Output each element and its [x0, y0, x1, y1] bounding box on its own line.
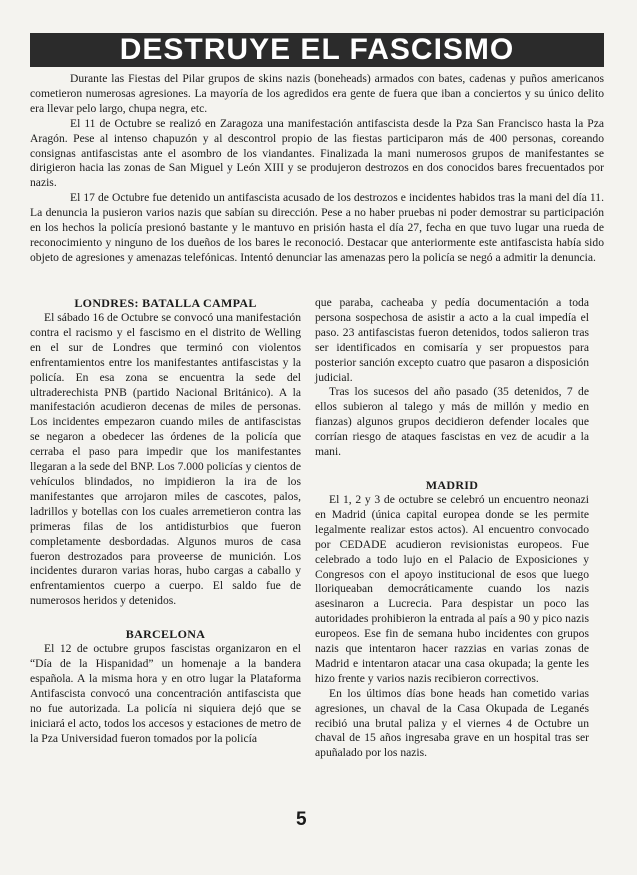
- madrid-paragraph-2: En los últimos días bone heads han cometido varias agresiones, un chaval de la Casa Okupada de Leganés recibió una brutal paliza y el viernes 4 de Octubre un chaval de 15 años ingresaba grave en un hospital tras ser apuñalado por los nazis.: [315, 686, 589, 760]
- intro-paragraph: El 17 de Octubre fue detenido un antifascista acusado de los destrozos e incidentes habidos tras la mani del día 11. La denuncia la pusieron varios nazis que sabían su dirección. Pese a no haber pruebas ni poder demostrar su participación en los hechos la policía presionó bastante y le mantuvo en prisión hasta el día 27, fecha en que tuvo lugar una rueda de reconocimiento y ninguno de los dueños de los bares le reconoció. Destacar que anteriormente este antifascista había sido objeto de agresiones y amenazas telefónicas. Intentó denunciar las amenazas pero la policía se negó a admitir la denuncia.: [30, 191, 604, 264]
- barcelona-heading: BARCELONA: [125, 627, 206, 642]
- intro-paragraph: El 11 de Octubre se realizó en Zaragoza una manifestación antifascista desde la Pza San Francisco hasta la Pza Aragón. Pese al intenso chapuzón y al descontrol propio de las fiestas participaron más de 400 personas, coreando consignas antifascistas ante el asombro de los viandantes. Finalizada la mani numerosos grupos de manifestantes se dirigieron hacia las zonas de San Miguel y León XIII y se produjeron destrozos en dos conocidos bares frecuentados por nazis.: [30, 116, 604, 190]
- page-title: DESTRUYE EL FASCISMO: [119, 33, 515, 66]
- londres-heading: LONDRES: BATALLA CAMPAL: [74, 296, 257, 310]
- londres-paragraph: El sábado 16 de Octubre se convocó una manifestación contra el racismo y el fascismo en el distrito de Welling en el sur de Londres que terminó con violentos enfrentamientos entre los manifestantes antifascistas y la policía. En esa zona se encuentra la sede del ultraderechista PNB (partido Nacional Británico). A la manifestación acudieron decenas de miles de personas. Los incidentes empezaron cuando miles de antifascistas se negaron a obedecer las órdenes de la policía que cerraba el paso para impedir que los manifestantes llegaran a la sede del BNP. Los 7.000 policías y cientos de vehículos blindados, no impidieron la ira de los manifestantes que arrojaron miles de cascotes, palos, ladrillos y botellas con los cuales arremetieron contra las primeras filas de los antidisturbios que fueron completamente desbordadas. Algunos muros de casa fueron destrozados para proveerse de munición. Los incidentes duraron varias horas, hubo cargas a caballo y enfrentamientos cuerpo a cuerpo. El saldo fue de numerosos heridos y detenidos.: [30, 311, 301, 608]
- right-column: [315, 296, 589, 761]
- title-banner: [30, 33, 604, 67]
- madrid-heading: MADRID: [425, 477, 479, 492]
- intro-section: [30, 72, 604, 266]
- left-column: [30, 296, 301, 746]
- madrid-paragraph: El 1, 2 y 3 de octubre se celebró un encuentro neonazi en Madrid (única capital europea donde se les permite legalmente realizar estos actos). Al encuentro convocado por CEDADE acudieron revisionistas europeos. Fue celebrado a todo lujo en el Palacio de Exposiciones y Congresos con el apoyo institucional de esos que luego lloriqueaban democráticamente cuando los nazis asesinaron a Lucrecia. Para despistar un poco las autoridades prohibieron la entrada al país a 90 y pico nazis europeos. Ese fin de semana hubo incidentes con grupos nazis que intentaron hacer razzias en varias zonas de Madrid e intentaron atacar una casa okupada; la gente les hizo frente y varios nazis recibieron correctivos.: [315, 492, 589, 685]
- intro-paragraph: Durante las Fiestas del Pilar grupos de skins nazis (boneheads) armados con bates, cadenas y puños americanos cometieron numerosas agresiones. La mayoría de los agredidos era gente de fuera que iban a conciertos y su único delito era llevar pelo largo, chupa negra, etc.: [30, 72, 604, 115]
- barcelona-followup-paragraph: Tras los sucesos del año pasado (35 detenidos, 7 de ellos subieron al talego y más de millón y medio en fianzas) algunos grupos decidieron defender locales que corrían riesgo de ataques fascistas en vez de acudir a la mani.: [315, 385, 589, 459]
- barcelona-continued-paragraph: que paraba, cacheaba y pedía documentación a toda persona sospechosa de asistir a acto a la cual impedía el paso. 23 antifascistas fueron detenidos, todos salieron tras ser identificados en comisaría y ser propuestos para posterior sanción excepto cuatro que pasaron a disposición judicial.: [315, 296, 589, 384]
- page-number: 5: [296, 809, 307, 830]
- barcelona-paragraph: El 12 de octubre grupos fascistas organizaron en el “Día de la Hispanidad” un homenaje a la bandera española. A la misma hora y en otro lugar la Plataforma Antifascista convocó una concentración antifascista que no fue autorizada. La policía ni siquiera dejó que se iniciará el acto, todos los accesos y estaciones de metro de la Pza Universidad fueron tomados por la policía: [30, 642, 301, 745]
